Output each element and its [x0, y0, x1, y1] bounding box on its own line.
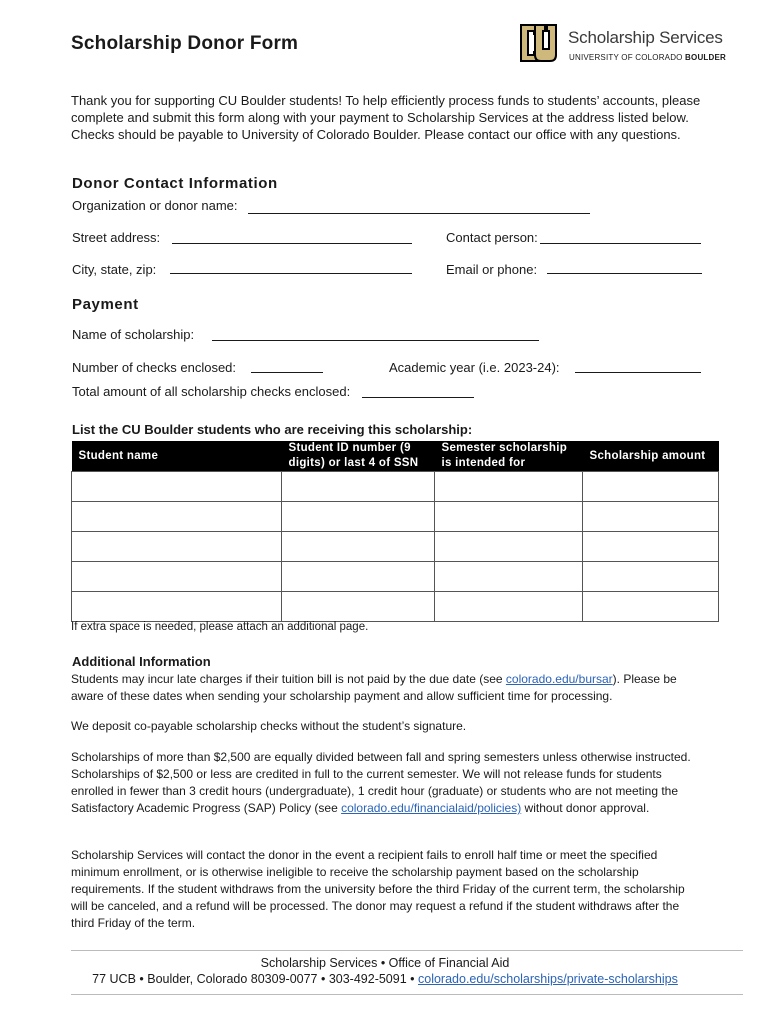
bursar-link[interactable]: colorado.edu/bursar: [505, 672, 613, 686]
total-amount-field[interactable]: [362, 397, 474, 398]
deposit-paragraph: We deposit co-payable scholarship checks without the student’s signature.: [71, 719, 467, 733]
city-label: City, state, zip:: [72, 262, 157, 277]
email-label: Email or phone:: [446, 262, 538, 277]
financialaid-policies-link[interactable]: colorado.edu/financialaid/policies): [341, 801, 522, 815]
footer-contact: 77 UCB • Boulder, Colorado 80309-0077 • 303-492-5091 • colorado.edu/scholarships/private-scholarships: [92, 972, 678, 986]
table-cell-input[interactable]: [282, 592, 435, 622]
table-row: [72, 592, 719, 622]
students-table: [71, 441, 719, 622]
table-cell-input[interactable]: [72, 562, 282, 592]
contact-label: Contact person:: [446, 230, 538, 245]
total-label: Total amount of all scholarship checks enclosed:: [72, 384, 351, 399]
table-row: [72, 532, 719, 562]
logo-university: UNIVERSITY OF COLORADO BOULDER: [569, 53, 727, 62]
table-cell-input[interactable]: [72, 592, 282, 622]
table-cell-input[interactable]: [583, 472, 719, 502]
footer-office: Scholarship Services • Office of Financial Aid: [260, 956, 510, 970]
table-cell-input[interactable]: [72, 502, 282, 532]
table-cell-input[interactable]: [72, 532, 282, 562]
table-cell-input[interactable]: [583, 502, 719, 532]
column-header: Scholarship amount: [583, 441, 719, 472]
students-heading: List the CU Boulder students who are receiving this scholarship:: [72, 422, 473, 437]
table-cell-input[interactable]: [583, 532, 719, 562]
page-title: Scholarship Donor Form: [71, 33, 299, 54]
table-row: [72, 472, 719, 502]
private-scholarships-link[interactable]: colorado.edu/scholarships/private-scholarships: [418, 972, 678, 986]
table-cell-input[interactable]: [282, 532, 435, 562]
refund-paragraph: Scholarship Services will contact the donor in the event a recipient fails to enroll half time or meet the specified minimum enrollment, or is otherwise ineligible to receive the scholarship payment based on the scholarship requirements. If the student withdraws from the university before the third Friday of the current term, the scholarship will be canceled, and a refund will be processed. The donor may request a refund if the student withdraws after the third Friday of the term.: [71, 848, 685, 930]
table-cell-input[interactable]: [435, 562, 583, 592]
table-cell-input[interactable]: [282, 562, 435, 592]
street-label: Street address:: [72, 230, 161, 245]
late-charges-paragraph: Students may incur late charges if their tuition bill is not paid by the due date (see colorado.edu/bursar). Please be aware of these dates when sending your scholarship payment and allow sufficient time for processing.: [71, 672, 677, 703]
column-header: Semester scholarship is intended for: [435, 441, 583, 472]
footer-divider-bottom: [71, 994, 743, 995]
logo-name: Scholarship Services: [568, 28, 723, 47]
footer-divider-top: [71, 950, 743, 951]
table-cell-input[interactable]: [435, 592, 583, 622]
email-phone-field[interactable]: [547, 273, 702, 274]
year-label: Academic year (i.e. 2023-24):: [389, 360, 560, 375]
donor-heading: Donor Contact Information: [72, 175, 278, 192]
table-cell-input[interactable]: [583, 592, 719, 622]
additional-heading: Additional Information: [72, 654, 211, 669]
cu-logo-icon: [518, 22, 558, 64]
extra-space-note: If extra space is needed, please attach an additional page.: [71, 621, 369, 633]
table-cell-input[interactable]: [435, 532, 583, 562]
intro-text: Thank you for supporting CU Boulder students! To help efficiently process funds to students’ accounts, please complete and submit this form along with your payment to Scholarship Services at the address listed below. Checks should be payable to University of Colorado Boulder. Please contact our office with any questions.: [71, 93, 701, 142]
org-name-field[interactable]: [248, 213, 590, 214]
payment-heading: Payment: [72, 296, 139, 313]
scholarship-division-paragraph: Scholarships of more than $2,500 are equally divided between fall and spring semesters unless otherwise instructed. Scholarships of $2,500 or less are credited in full to the current semester. We will not release funds for students enrolled in fewer than 3 credit hours (undergraduate), 1 credit hour (graduate) or students who are not meeting the Satisfactory Academic Progress (SAP) Policy (see colorado.edu/financialaid/policies) without donor approval.: [71, 750, 691, 815]
checks-label: Number of checks enclosed:: [72, 360, 237, 375]
street-address-field[interactable]: [172, 243, 412, 244]
scholarship-services-logo: [518, 22, 728, 66]
table-cell-input[interactable]: [72, 472, 282, 502]
table-row: [72, 502, 719, 532]
column-header: Student name: [72, 441, 282, 472]
academic-year-field[interactable]: [575, 372, 701, 373]
org-label: Organization or donor name:: [72, 198, 238, 213]
table-cell-input[interactable]: [583, 562, 719, 592]
table-row: [72, 562, 719, 592]
scholarship-label: Name of scholarship:: [72, 327, 195, 342]
checks-count-field[interactable]: [251, 372, 323, 373]
contact-person-field[interactable]: [540, 243, 701, 244]
city-state-zip-field[interactable]: [170, 273, 412, 274]
table-cell-input[interactable]: [435, 502, 583, 532]
table-cell-input[interactable]: [282, 472, 435, 502]
scholarship-name-field[interactable]: [212, 340, 539, 341]
table-cell-input[interactable]: [282, 502, 435, 532]
table-cell-input[interactable]: [435, 472, 583, 502]
column-header: Student ID number (9 digits) or last 4 of SSN: [282, 441, 435, 472]
